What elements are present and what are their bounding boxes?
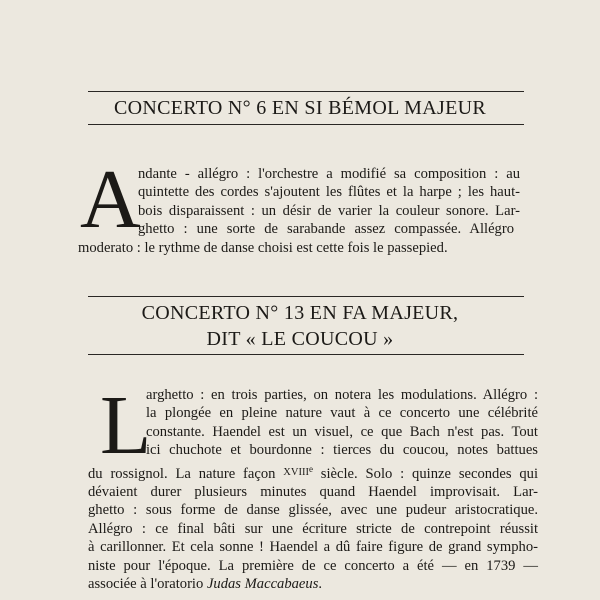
paragraph-line [88, 575, 538, 593]
section-rule-bottom [88, 354, 524, 355]
paragraph-text: associée à l'oratorio [88, 575, 207, 592]
paragraph-line: moderato : le rythme de danse choisi est cette fois le passepied. [78, 239, 448, 256]
century-suffix: e [308, 463, 313, 474]
concerto-13-title-line-2: DIT « LE COUCOU » [206, 328, 394, 350]
paragraph-line: dévaient durer plusieurs minutes quand Haendel improvisait. Lar- [88, 483, 538, 500]
paragraph-line: niste pour l'époque. La première de ce concerto a été — en 1739 — [88, 557, 538, 574]
concerto-13-title-line-1: CONCERTO N° 13 EN FA MAJEUR, [141, 302, 459, 324]
paragraph-line: quintette des cordes s'ajoutent les flûtes et la harpe ; les haut- [138, 184, 520, 201]
paragraph-line: constante. Haendel est un visuel, ce que Bach n'est pas. Tout [146, 423, 538, 440]
paragraph-line [88, 460, 538, 483]
paragraph-line: Allégro : ce final bâti sur une écriture stricte de contrepoint réussit [88, 520, 538, 537]
paragraph-line: ndante - allégro : l'orchestre a modifié sa composition : au [138, 166, 520, 182]
paragraph-line: ghetto : une sorte de sarabande assez compassée. Allégro [138, 221, 514, 238]
paragraph-text: siècle. Solo : quinze secondes qui [312, 465, 538, 482]
paragraph-line: arghetto : en trois parties, on notera les modulations. Allégro : [146, 387, 538, 403]
section-rule-top [88, 296, 524, 297]
paragraph-line: ici chuchote et bourdonne : tierces du coucou, notes battues [146, 442, 538, 459]
paragraph-line: ghetto : sous forme de danse glissée, avec une pudeur aristocratique. [88, 502, 538, 519]
drop-cap-a: A [80, 153, 141, 246]
paragraph-text: du rossignol. La nature façon [88, 465, 284, 482]
section-rule-top [88, 91, 524, 92]
section-rule-bottom [88, 124, 524, 125]
paragraph-text: . [318, 575, 323, 592]
century-numeral: XVIII [283, 466, 309, 478]
concerto-6-title: CONCERTO N° 6 EN SI BÉMOL MAJEUR [114, 97, 486, 119]
oratorio-title: Judas Maccabaeus [206, 575, 319, 592]
concerto-13-paragraph [88, 379, 538, 593]
paragraph-line: à carillonner. Et cela sonne ! Haendel a dû faire figure de grand sympho- [88, 539, 538, 556]
drop-cap-l: L [100, 379, 152, 472]
paragraph-line: bois disparaissent : un désir de varier la couleur sonore. Lar- [138, 202, 520, 219]
concerto-6-paragraph [78, 165, 520, 257]
paragraph-line: la plongée en pleine nature vaut à ce concerto une célébrité [146, 405, 538, 422]
